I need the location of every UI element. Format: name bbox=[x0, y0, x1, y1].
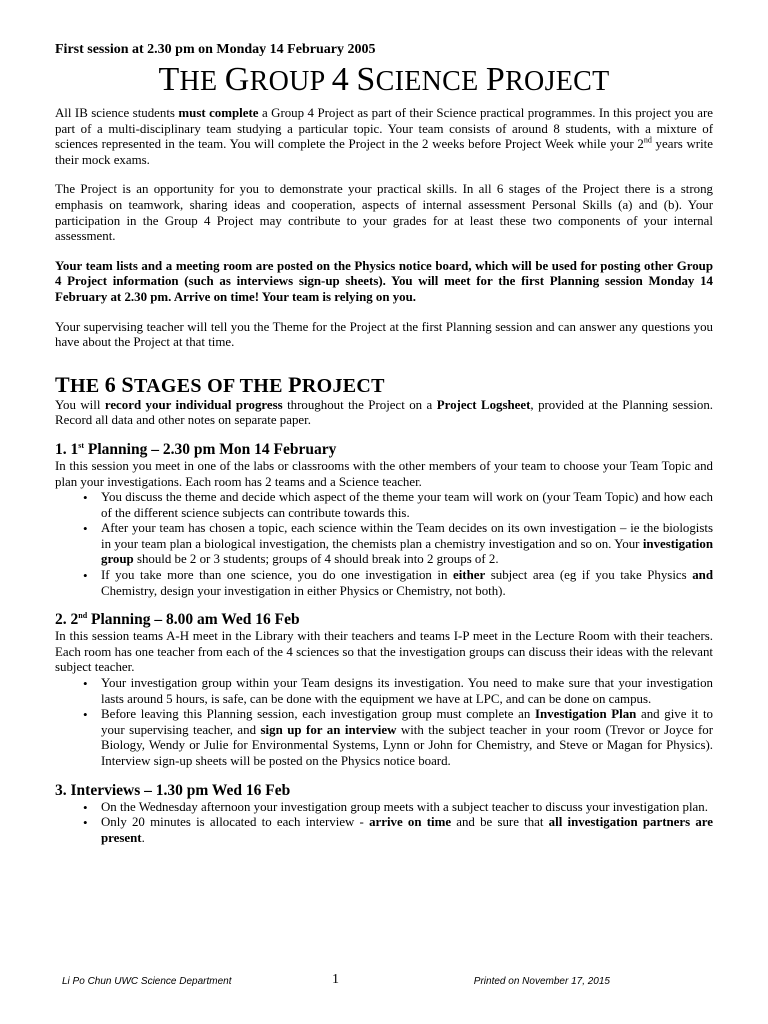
intro-p1-sup: nd bbox=[643, 135, 652, 145]
title-cap-1: T bbox=[158, 61, 180, 98]
stage-2-list bbox=[55, 676, 713, 770]
stages-intro bbox=[55, 398, 713, 429]
stages-cap-1: T bbox=[55, 371, 70, 397]
list-item bbox=[101, 568, 713, 599]
list-item bbox=[101, 815, 713, 846]
title-rest-5: ROJECT bbox=[505, 66, 610, 97]
intro-p1-d: years write their mock exams. bbox=[55, 137, 713, 167]
s2-b2-bold-1: Investigation Plan bbox=[534, 707, 637, 722]
s1-b3-bold-2: and bbox=[692, 568, 713, 583]
stage-2-text: In this session teams A-H meet in the Library with their teachers and teams I-P meet in the Lecture Room with their teachers. Each room has one teacher from each of the 4 sciences so that the investigation groups can discuss their ideas with the relevant subject teacher. bbox=[55, 629, 713, 675]
s1-b2-c: should be 2 or 3 students; groups of 4 should break into 2 groups of 2. bbox=[133, 552, 499, 567]
document-title bbox=[55, 62, 713, 100]
intro-paragraph-4: Your supervising teacher will tell you the Theme for the Project at the first Planning session and can answer any questions you have about the Project at that time. bbox=[55, 319, 713, 350]
stages-rest-3: TAGES OF THE bbox=[133, 374, 283, 397]
title-cap-5: P bbox=[485, 61, 506, 98]
stages-intro-e: , provided at the Planning session. Record all data and other notes on separate paper. bbox=[55, 397, 713, 428]
session-line: First session at 2.30 pm on Monday 14 February 2005 bbox=[55, 42, 376, 57]
title-rest-1: HE bbox=[179, 66, 218, 97]
footer-department: Li Po Chun UWC Science Department bbox=[62, 976, 232, 987]
s2-b2-c: and give it to your supervising teacher, and bbox=[101, 707, 713, 737]
stage-1-heading-a: 1. 1 bbox=[55, 440, 79, 458]
s1-b2-a: After your team has chosen a topic, each science within the Team decides on its own investigation – ie the biologists in your team plan a biological investigation, the chemists plan a chemistry investigation and so on. Your bbox=[101, 521, 713, 551]
list-item: • On the Wednesday afternoon your investigation group meets with a subject teacher to discuss your investigation plan. bbox=[101, 800, 713, 816]
stage-3-list bbox=[55, 800, 713, 847]
stage-1-heading bbox=[55, 441, 713, 459]
s2-b2-bold-2: sign up for an interview bbox=[260, 722, 397, 737]
footer-printed-date: Printed on November 17, 2015 bbox=[473, 976, 610, 987]
s1-b3-c: subject area (eg if you take Physics bbox=[485, 568, 693, 583]
stage-2-heading-b: Planning – 8.00 am Wed 16 Feb bbox=[87, 611, 300, 629]
stages-intro-a: You will bbox=[55, 397, 105, 412]
title-rest-4: CIENCE bbox=[375, 66, 479, 97]
intro-p1-a: All IB science students bbox=[55, 106, 179, 120]
s3-b2-bold-1: arrive on time bbox=[369, 815, 452, 830]
stages-cap-4: P bbox=[288, 371, 302, 397]
s3-b2-a: Only 20 minutes is allocated to each interview - bbox=[101, 815, 370, 830]
intro-paragraph-3 bbox=[55, 259, 713, 306]
intro-p1-bold: must complete bbox=[178, 106, 259, 120]
page-number: 1 bbox=[332, 972, 339, 987]
s3-b2-c: and be sure that bbox=[451, 815, 549, 830]
stage-2-heading-sup: nd bbox=[78, 611, 88, 621]
list-item: • Your investigation group within your Team designs its investigation. You need to make sure that your investigation lasts around 5 hours, is safe, can be done with the equipment we have at LPC, and can be done on campus. bbox=[101, 676, 713, 707]
title-cap-4: S bbox=[356, 61, 376, 98]
stage-1-heading-b: Planning – 2.30 pm Mon 14 February bbox=[84, 440, 337, 458]
title-cap-2: G bbox=[224, 61, 250, 98]
stages-title bbox=[55, 373, 713, 398]
s1-b2-bold: investigation group bbox=[101, 536, 713, 567]
stage-1-text: In this session you meet in one of the labs or classrooms with the other members of your team to choose your Team Topic and plan your investigations. Each room has 2 teams and a Science teacher. bbox=[55, 458, 713, 489]
stage-1-heading-sup: st bbox=[78, 440, 85, 450]
title-cap-3: 4 bbox=[331, 61, 350, 98]
stage-2-heading bbox=[55, 611, 713, 629]
s2-b2-a: Before leaving this Planning session, each investigation group must complete an bbox=[101, 707, 535, 722]
stages-rest-4: ROJECT bbox=[301, 374, 385, 397]
document-page bbox=[55, 42, 713, 846]
s1-b3-e: Chemistry, design your investigation in either Physics or Chemistry, not both). bbox=[101, 583, 506, 598]
intro-paragraph-1 bbox=[55, 106, 713, 168]
intro-p1-c: a Group 4 Project as part of their Science practical programmes. In this project you are part of a multi-disciplinary team studying a particular topic. Your team consists of around 8 students, with a mixture of sciences represented in the team. You will complete the Project in the 2 weeks before Project Week while your 2 bbox=[55, 106, 713, 152]
s1-b3-a: If you take more than one science, you do one investigation in bbox=[101, 568, 453, 583]
stage-1-list bbox=[55, 490, 713, 599]
list-item: • You discuss the theme and decide which aspect of the theme your team will work on (your Team Topic) and how each of the different science subjects can contribute towards this. bbox=[101, 490, 713, 521]
page-footer bbox=[62, 974, 610, 990]
stages-cap-3: S bbox=[121, 371, 134, 397]
intro-paragraph-2: The Project is an opportunity for you to demonstrate your practical skills. In all 6 stages of the Project there is a strong emphasis on teamwork, sharing ideas and cooperation, aspects of internal assessment Personal Skills (a) and (b). Your participation in the Group 4 Project may contribute to your grades for at least these two components of your internal assessment. bbox=[55, 182, 713, 244]
stages-intro-bold-2: Project Logsheet bbox=[436, 397, 531, 412]
s2-b2-e: with the subject teacher in your room (Trevor or Joyce for Biology, Wendy or Julie for Environmental Systems, Lynn or John for Chemistry, and Steve or Magan for Physics). Interview sign-up sheets will be posted on the Physics notice board. bbox=[101, 722, 714, 768]
stage-2-heading-a: 2. 2 bbox=[55, 611, 79, 629]
stages-intro-bold-1: record your individual progress bbox=[104, 397, 283, 412]
s1-b3-bold-1: either bbox=[453, 568, 486, 583]
stage-3-heading: 3. Interviews – 1.30 pm Wed 16 Feb bbox=[55, 781, 291, 799]
stages-intro-c: throughout the Project on a bbox=[282, 397, 437, 412]
list-item bbox=[101, 521, 713, 568]
list-item bbox=[101, 707, 713, 769]
title-rest-2: ROUP bbox=[249, 66, 325, 97]
stages-cap-2: 6 bbox=[104, 371, 117, 397]
stages-rest-1: HE bbox=[69, 374, 100, 397]
s3-b2-bold-2: all investigation partners are present bbox=[101, 815, 713, 845]
s3-b2-e: . bbox=[141, 830, 145, 845]
intro-p3-bold: Your team lists and a meeting room are posted on the Physics notice board, which will be used for posting other Group 4 Project information (such as interviews sign-up sheets). You will meet for the first Planning session Monday 14 February at 2.30 pm. Arrive on time! Your team is relying on you. bbox=[55, 258, 713, 304]
